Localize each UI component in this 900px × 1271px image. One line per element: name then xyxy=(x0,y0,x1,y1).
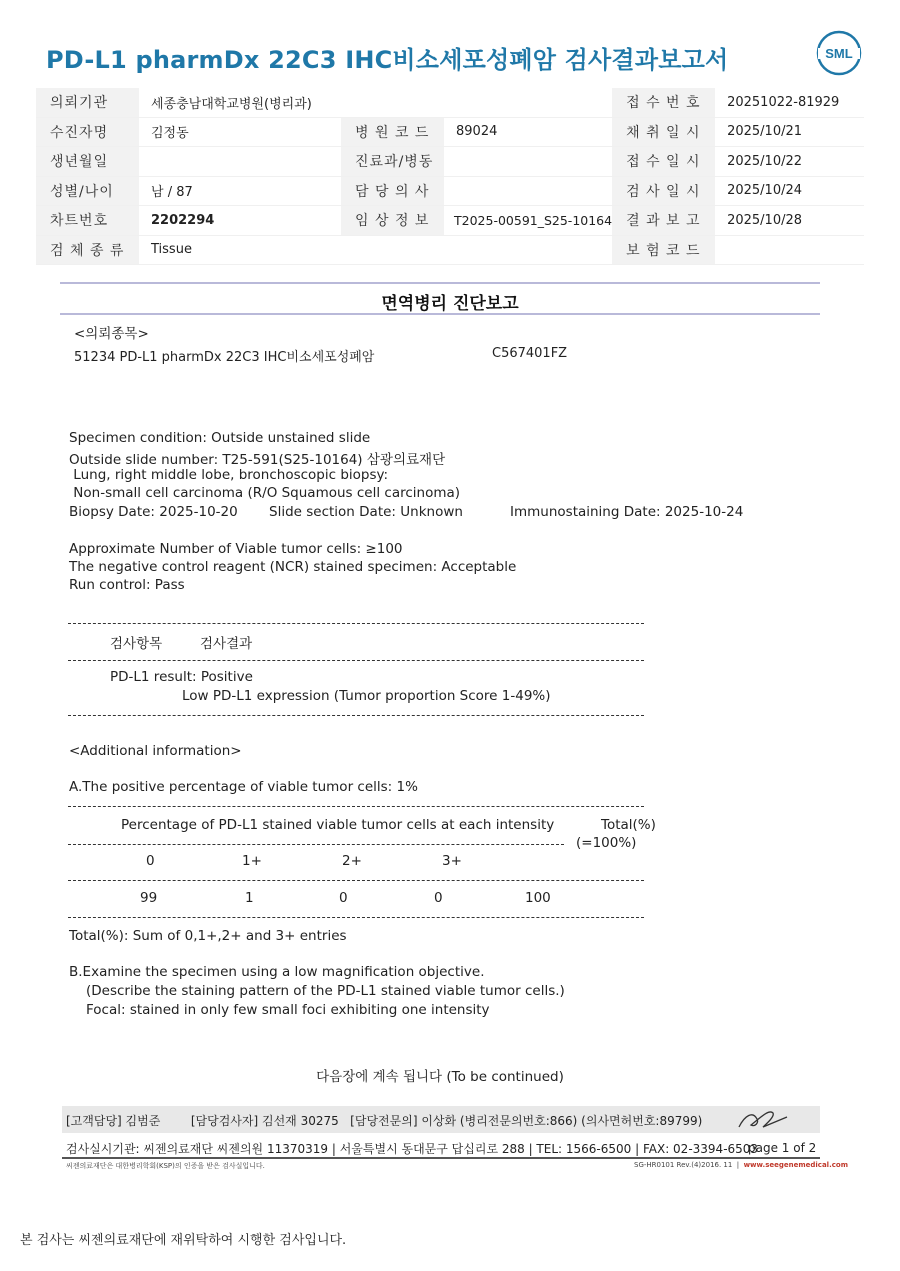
website-link[interactable]: www.seegenemedical.com xyxy=(743,1161,848,1169)
info-row xyxy=(36,176,864,206)
ncr: The negative control reagent (NCR) stained specimen: Acceptable xyxy=(69,559,517,575)
bottom-note: 본 검사는 씨젠의료재단에 재위탁하여 시행한 검사입니다. xyxy=(20,1233,347,1248)
dashed-rule xyxy=(68,806,644,807)
info-label: 접 수 일 시 xyxy=(612,147,715,177)
logo-text: SML xyxy=(825,46,853,61)
order-item: 51234 PD-L1 pharmDx 22C3 IHC비소세포성폐암 xyxy=(74,350,375,365)
info-label: 생년월일 xyxy=(36,147,139,177)
staff-line: [고객담당] 김범준 [담당검사자] 김선재 30275 [담당전문의] 이상화 (병리전문의번호:866) (의사면허번호:89799) xyxy=(66,1114,703,1128)
info-value xyxy=(139,147,341,177)
section-rule-bottom xyxy=(60,313,820,315)
immuno-date: Immunostaining Date: 2025-10-24 xyxy=(510,504,744,520)
info-row xyxy=(36,147,864,177)
intensity-level: 3+ xyxy=(442,853,462,869)
form-code-text: SG-HR0101 Rev.(4)2016. 11 | xyxy=(634,1161,744,1169)
info-label: 접 수 번 호 xyxy=(612,88,715,117)
intensity-header: Percentage of PD-L1 stained viable tumor cells at each intensity xyxy=(121,817,555,833)
run-control: Run control: Pass xyxy=(69,577,185,593)
footer-rule xyxy=(62,1157,820,1159)
b-line1: B.Examine the specimen using a low magnification objective. xyxy=(69,964,485,980)
info-value xyxy=(715,235,864,265)
dashed-rule xyxy=(68,660,644,661)
info-label: 보 험 코 드 xyxy=(612,235,715,265)
info-label: 채 취 일 시 xyxy=(612,117,715,147)
info-value: 2025/10/28 xyxy=(715,206,864,236)
intensity-level: 0 xyxy=(146,853,155,869)
info-value: T2025-00591_S25-10164 xyxy=(444,206,612,236)
additional-label: <Additional information> xyxy=(69,743,242,759)
info-label: 결 과 보 고 xyxy=(612,206,715,236)
info-value: 2025/10/21 xyxy=(715,117,864,147)
info-row xyxy=(36,117,864,147)
intensity-value: 0 xyxy=(339,890,348,906)
continued-note: 다음장에 계속 됩니다 (To be continued) xyxy=(316,1069,564,1085)
order-code: C567401FZ xyxy=(492,346,568,361)
viable-cells: Approximate Number of Viable tumor cells: ≥100 xyxy=(69,541,403,557)
info-label: 의뢰기관 xyxy=(36,88,139,117)
dashed-rule xyxy=(68,844,564,845)
dashed-rule xyxy=(68,917,644,918)
site: Lung, right middle lobe, bronchoscopic biopsy: xyxy=(69,467,389,483)
result-line2: Low PD-L1 expression (Tumor proportion Score 1-49%) xyxy=(182,688,551,704)
report-title: PD-L1 pharmDx 22C3 IHC비소세포성폐암 검사결과보고서 xyxy=(46,46,729,74)
info-value: 2025/10/24 xyxy=(715,176,864,206)
total-definition: Total(%): Sum of 0,1+,2+ and 3+ entries xyxy=(69,928,347,944)
signature-image xyxy=(735,1105,791,1133)
info-value: Tissue xyxy=(139,235,612,265)
order-label: <의뢰종목> xyxy=(74,326,149,342)
dashed-rule xyxy=(68,880,644,881)
result-line1: PD-L1 result: Positive xyxy=(110,669,253,685)
info-value xyxy=(444,147,612,177)
intensity-level: 2+ xyxy=(342,853,362,869)
info-value: 2025/10/22 xyxy=(715,147,864,177)
info-value xyxy=(444,176,612,206)
page-number: page 1 of 2 xyxy=(748,1141,817,1155)
positive-pct: A.The positive percentage of viable tumor cells: 1% xyxy=(69,779,418,795)
intensity-value: 1 xyxy=(245,890,254,906)
info-label: 진료과/병동 xyxy=(341,147,444,177)
info-value: 세종충남대학교병원(병리과) xyxy=(139,88,612,117)
sml-logo xyxy=(816,30,862,76)
info-label: 차트번호 xyxy=(36,206,139,236)
info-label: 수진자명 xyxy=(36,117,139,147)
outside-slide: Outside slide number: T25-591(S25-10164) 삼광의료재단 xyxy=(69,452,446,468)
info-row xyxy=(36,206,864,236)
b-line3: Focal: stained in only few small foci exhibiting one intensity xyxy=(86,1002,490,1018)
specimen-condition: Specimen condition: Outside unstained slide xyxy=(69,430,371,446)
section-rule-top xyxy=(60,282,820,284)
info-label: 성별/나이 xyxy=(36,176,139,206)
form-code xyxy=(634,1161,848,1169)
col-item: 검사항목 xyxy=(110,636,163,652)
total-note: (=100%) xyxy=(576,835,637,851)
b-line2: (Describe the staining pattern of the PD-L1 stained viable tumor cells.) xyxy=(86,983,565,999)
info-value: 김정동 xyxy=(139,117,341,147)
info-row xyxy=(36,235,864,265)
diagnosis: Non-small cell carcinoma (R/O Squamous cell carcinoma) xyxy=(69,485,461,501)
institution-line: 검사실시기관: 씨젠의료재단 씨젠의원 11370319 | 서울특별시 동대문구 답십리로 288 | TEL: 1566-6500 | FAX: 02-3394-6503 xyxy=(66,1142,759,1156)
info-label: 담 당 의 사 xyxy=(341,176,444,206)
info-value: 89024 xyxy=(444,117,612,147)
biopsy-date: Biopsy Date: 2025-10-20 xyxy=(69,504,238,520)
section-title: 면역병리 진단보고 xyxy=(381,294,519,314)
intensity-value: 99 xyxy=(140,890,158,906)
info-value: 남 / 87 xyxy=(139,176,341,206)
patient-info-table xyxy=(36,88,864,265)
info-value: 2202294 xyxy=(139,206,341,236)
intensity-total: 100 xyxy=(525,890,551,906)
info-label: 임 상 정 보 xyxy=(341,206,444,236)
cert-note: 씨젠의료재단은 대한병리학회(KSP)의 인증을 받은 검사실입니다. xyxy=(66,1162,265,1170)
info-row xyxy=(36,88,864,117)
info-label: 검 사 일 시 xyxy=(612,176,715,206)
section-date: Slide section Date: Unknown xyxy=(269,504,463,520)
intensity-value: 0 xyxy=(434,890,443,906)
total-header: Total(%) xyxy=(601,817,656,833)
info-label: 병 원 코 드 xyxy=(341,117,444,147)
intensity-level: 1+ xyxy=(242,853,262,869)
dashed-rule xyxy=(68,715,644,716)
col-result: 검사결과 xyxy=(200,636,253,652)
dashed-rule xyxy=(68,623,644,624)
info-value: 20251022-81929 xyxy=(715,88,864,117)
info-label: 검 체 종 류 xyxy=(36,235,139,265)
